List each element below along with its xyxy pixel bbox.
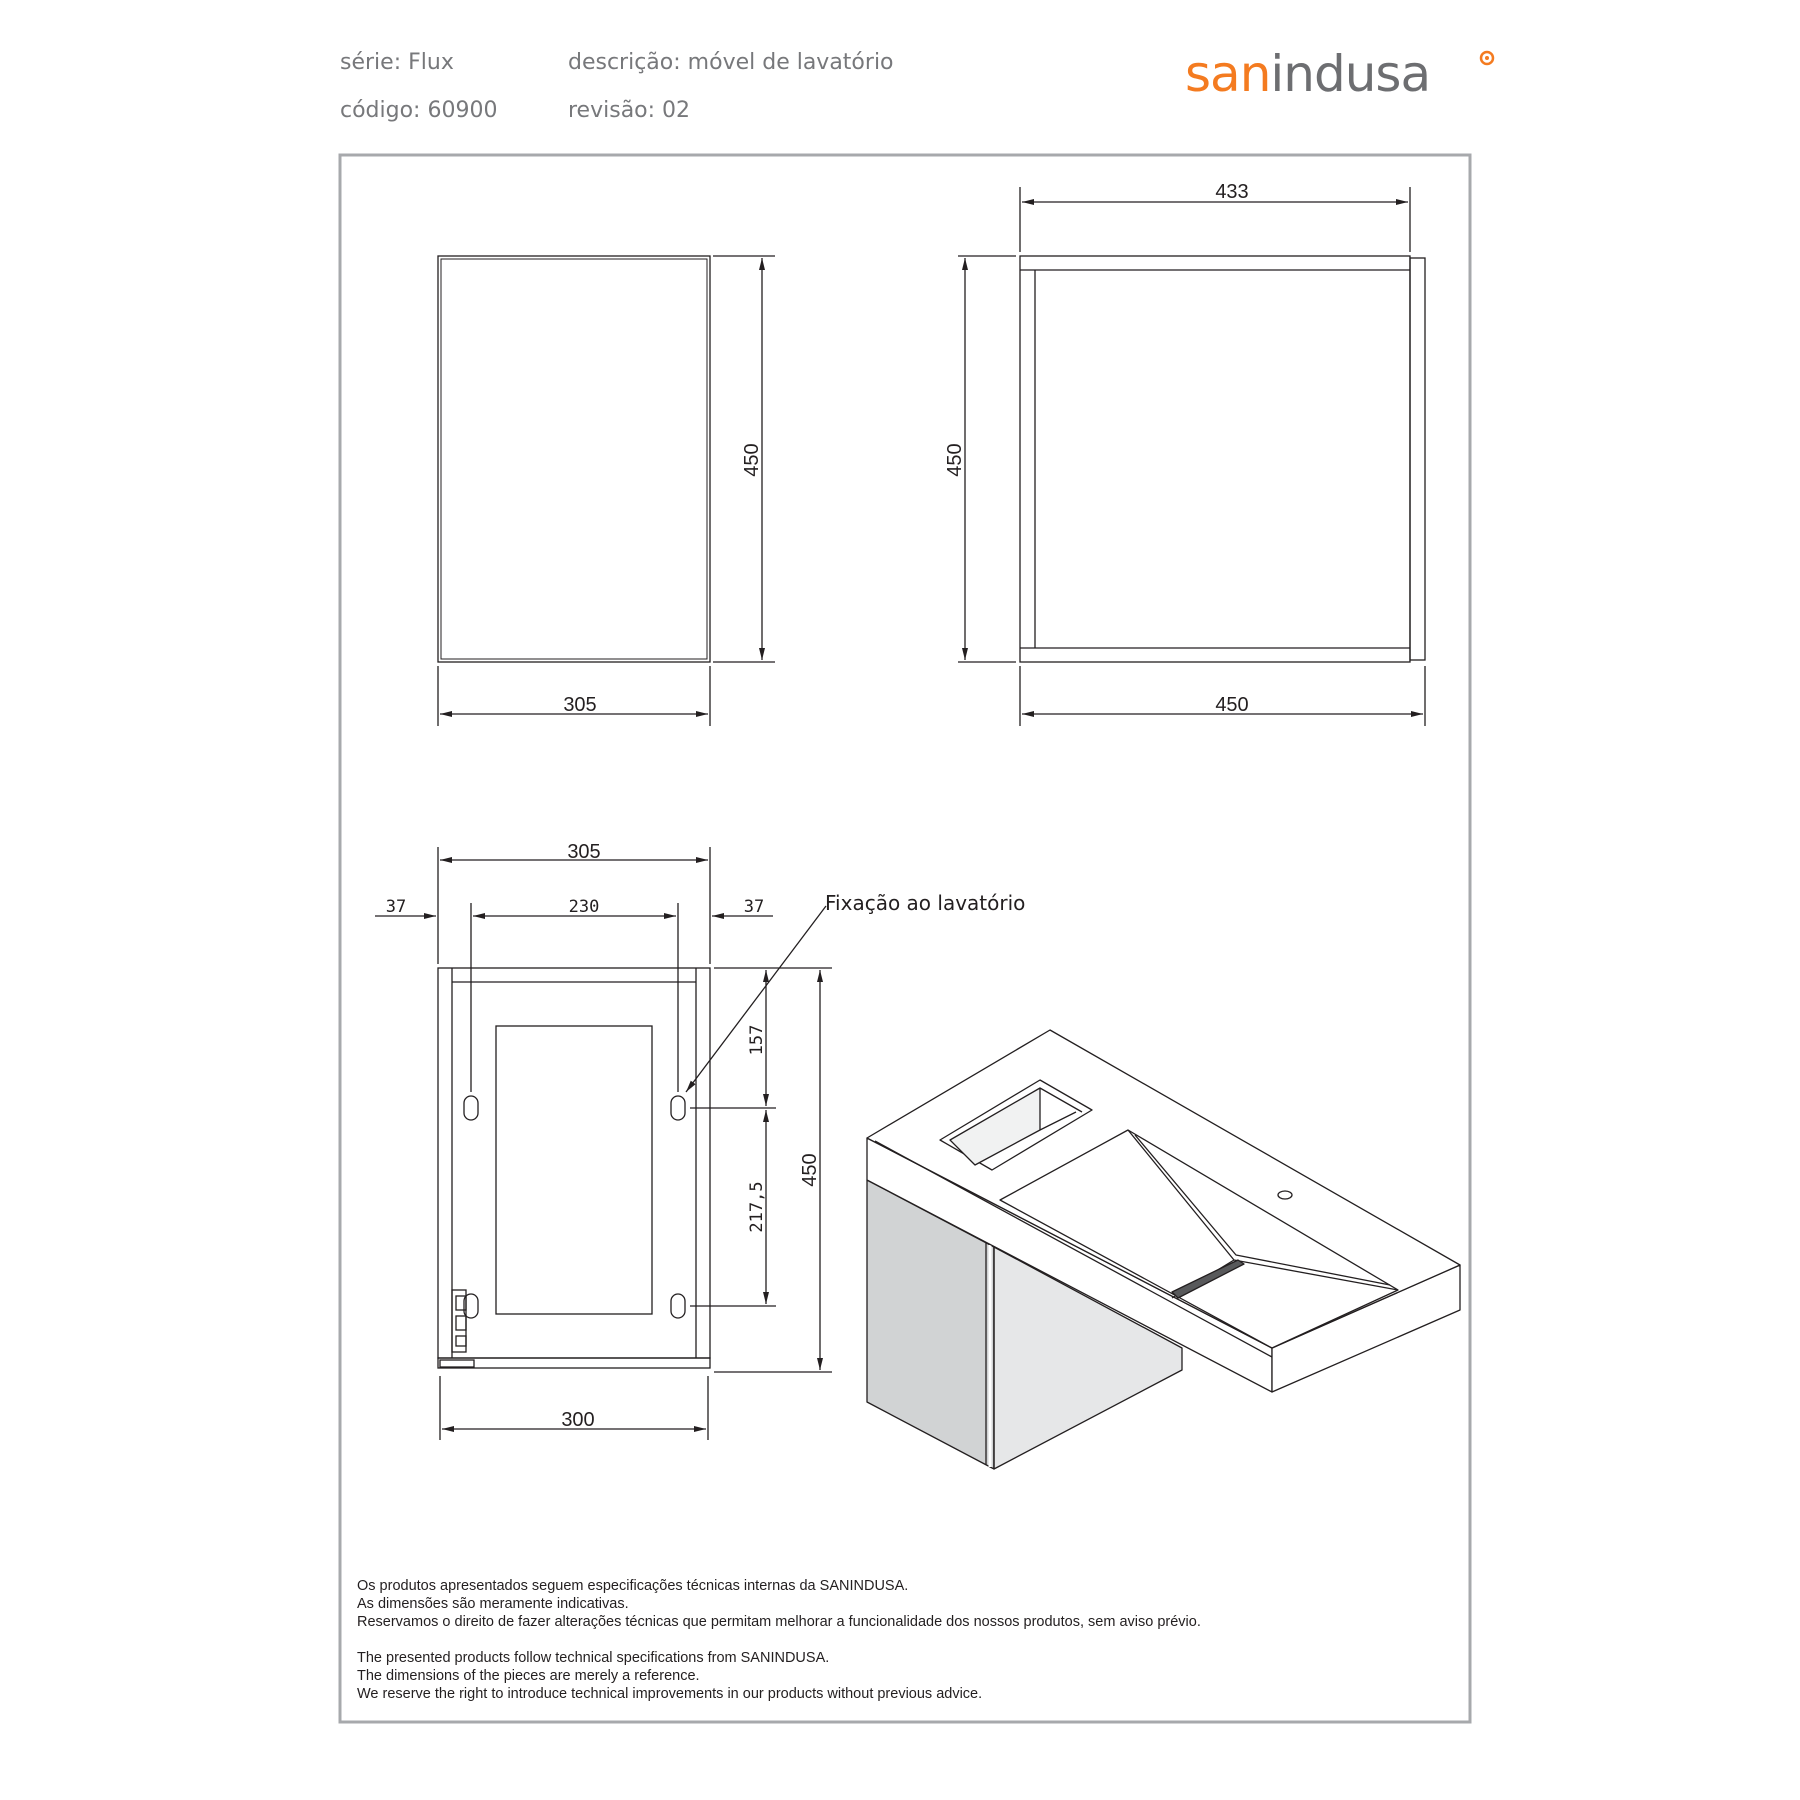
revisao-label: revisão: <box>568 98 656 123</box>
revisao-value: 02 <box>662 98 691 123</box>
fixing-hole-upper-right <box>671 1096 685 1120</box>
codigo-label: código: <box>340 98 421 123</box>
back-view <box>375 847 832 1440</box>
side-top-depth-dim: 433 <box>1215 181 1249 203</box>
logo-text-orange: san <box>1185 45 1271 103</box>
sheet-frame <box>340 155 1470 1722</box>
logo-text-grey: indusa <box>1270 45 1431 103</box>
back-hole-spacing-dim: 230 <box>568 897 600 917</box>
fixing-annotation: Fixação ao lavatório <box>825 891 1026 915</box>
note-en-1: The presented products follow technical specifications from SANINDUSA. <box>357 1650 830 1666</box>
note-en-2: The dimensions of the pieces are merely a reference. <box>357 1668 700 1684</box>
front-height-dim: 450 <box>741 443 763 477</box>
descricao-value: móvel de lavatório <box>687 50 894 75</box>
isometric-view <box>867 1030 1460 1469</box>
note-pt-1: Os produtos apresentados seguem especificações técnicas internas da SANINDUSA. <box>357 1578 909 1594</box>
back-bottom-width-dim: 300 <box>561 1409 595 1431</box>
front-width-dim: 305 <box>563 694 597 716</box>
serie-value: Flux <box>408 50 454 75</box>
note-pt-3: Reservamos o direito de fazer alterações técnicas que permitam melhorar a funcionalidade dos nossos produtos, sem aviso prévio. <box>357 1614 1201 1630</box>
hinge-icon <box>440 1290 474 1367</box>
back-total-width-dim: 305 <box>567 841 601 863</box>
side-bottom-depth-dim: 450 <box>1215 694 1249 716</box>
back-hole-to-hole-dim: 217,5 <box>747 1181 767 1233</box>
disclaimer-notes <box>357 1577 1201 1703</box>
serie-label: série: <box>340 50 402 75</box>
front-view <box>438 256 775 726</box>
side-height-dim: 450 <box>944 443 966 477</box>
codigo-value: 60900 <box>427 98 498 123</box>
fixing-hole-lower-right <box>671 1294 685 1318</box>
side-view <box>958 187 1425 726</box>
fixing-hole-upper-left <box>464 1096 478 1120</box>
back-right-offset-dim: 37 <box>743 897 765 917</box>
back-upper-to-holes-dim: 157 <box>747 1024 767 1056</box>
back-left-offset-dim: 37 <box>385 897 407 917</box>
back-height-dim: 450 <box>799 1153 821 1187</box>
note-pt-2: As dimensões são meramente indicativas. <box>357 1596 629 1612</box>
descricao-label: descrição: <box>568 50 681 75</box>
note-en-3: We reserve the right to introduce technical improvements in our products without previous advice. <box>357 1686 983 1702</box>
tap-hole-icon <box>1278 1191 1292 1199</box>
